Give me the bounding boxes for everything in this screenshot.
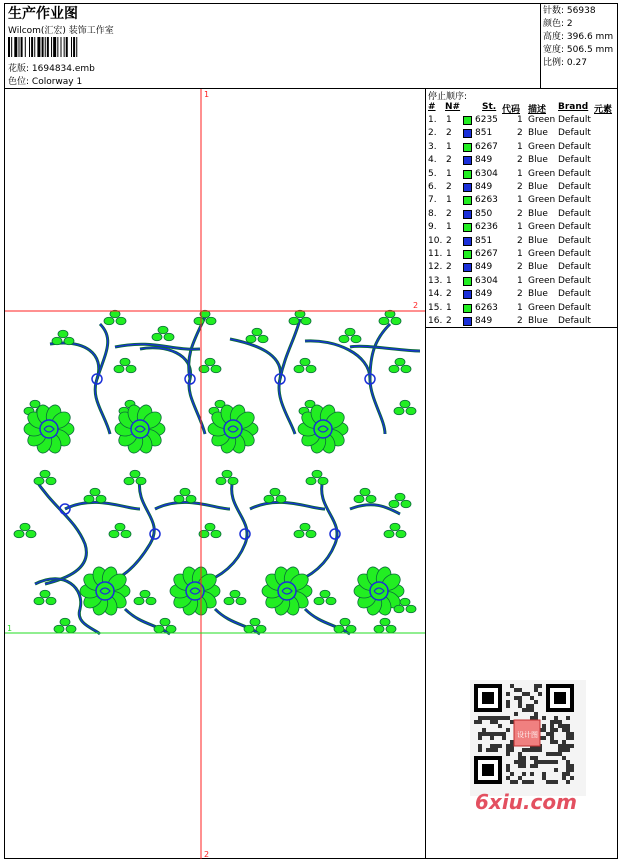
row-description: Green: [528, 302, 556, 313]
row-code: 2: [517, 182, 523, 192]
leaf: [14, 530, 24, 538]
design-file-name: 1694834.emb: [31, 64, 95, 74]
leaf: [396, 530, 406, 538]
leaf: [389, 500, 399, 508]
table-row: [428, 262, 618, 275]
flower-center: [40, 420, 58, 438]
leaf: [389, 365, 399, 373]
color-swatch: [463, 210, 472, 219]
row-brand: Default: [558, 128, 591, 139]
row-stitches: 849: [475, 262, 493, 273]
row-code: 2: [517, 208, 523, 219]
leaf: [84, 495, 94, 503]
table-row: [428, 182, 618, 195]
flower-center: [96, 582, 114, 600]
row-stitches: 6235: [475, 115, 498, 125]
stats-panel: [540, 3, 618, 89]
leaf: [314, 597, 324, 605]
leaf: [384, 530, 394, 538]
leaf: [160, 618, 170, 626]
colorway-line: [8, 74, 82, 87]
row-stitches: 6304: [475, 168, 498, 179]
stat-scale: 比例: 0.27: [543, 58, 587, 68]
color-swatch: [463, 237, 472, 246]
table-row: [428, 236, 618, 249]
col-num: #: [428, 102, 436, 112]
row-description: Blue: [528, 262, 548, 273]
row-description: Green: [528, 275, 556, 286]
colorway-label: 色位:: [8, 77, 30, 87]
color-swatch: [463, 250, 472, 259]
leaf: [228, 477, 238, 485]
flower-center: [370, 582, 388, 600]
row-number: 8.: [428, 208, 437, 219]
row-code: 2: [517, 262, 523, 273]
leaf: [116, 317, 126, 325]
stat-width: 宽度: 506.5 mm: [543, 45, 614, 55]
leaf: [46, 477, 56, 485]
row-needle: 1: [446, 195, 452, 206]
leaf: [121, 530, 131, 538]
row-description: Green: [528, 222, 556, 233]
leaf: [306, 530, 316, 538]
row-brand: Default: [558, 115, 591, 125]
row-stitches: 851: [475, 128, 493, 139]
row-description: Blue: [528, 155, 548, 166]
guide-marker-right: 2: [413, 301, 419, 310]
leaf: [264, 495, 274, 503]
leaf: [114, 365, 124, 373]
row-description: Blue: [528, 235, 548, 246]
leaf: [136, 477, 146, 485]
table-row: [428, 209, 618, 222]
leaf: [360, 488, 370, 496]
row-needle: 1: [446, 249, 452, 259]
barcode-icon: [8, 37, 144, 57]
leaf: [401, 365, 411, 373]
leaf: [40, 470, 50, 478]
leaf: [140, 590, 150, 598]
stat-height: 高度: 396.6 mm: [543, 32, 614, 42]
leaf: [164, 333, 174, 341]
col-needle: N#: [445, 102, 461, 112]
table-row: [428, 303, 618, 316]
guide-marker-left: 1: [7, 624, 13, 633]
leaf: [205, 358, 215, 366]
row-needle: 1: [446, 115, 452, 125]
row-stitches: 849: [475, 182, 493, 192]
guide-marker-top: 1: [204, 90, 210, 99]
leaf: [400, 400, 410, 408]
row-needle: 1: [446, 275, 452, 286]
color-swatch: [463, 263, 472, 272]
flower-center: [224, 420, 242, 438]
row-description: Blue: [528, 289, 548, 300]
row-stitches: 851: [475, 235, 493, 246]
row-number: 1.: [428, 115, 437, 125]
leaf: [294, 530, 304, 538]
guide-marker-bottom: 2: [204, 850, 210, 859]
vine-stem-inner: [370, 324, 390, 379]
leaf: [52, 337, 62, 345]
leaf: [211, 365, 221, 373]
leaf: [146, 597, 156, 605]
row-code: 1: [517, 141, 523, 152]
row-number: 4.: [428, 155, 437, 166]
leaf: [186, 495, 196, 503]
leaf: [158, 326, 168, 334]
leaf: [346, 625, 356, 633]
table-row: [428, 195, 618, 208]
table-row: [428, 155, 618, 168]
color-swatch: [463, 116, 472, 125]
leaf: [166, 625, 176, 633]
row-code: 1: [517, 275, 523, 286]
row-number: 14.: [428, 289, 443, 300]
leaf: [126, 365, 136, 373]
leaf: [390, 523, 400, 531]
leaf: [270, 488, 280, 496]
row-number: 3.: [428, 141, 437, 152]
leaf: [216, 477, 226, 485]
leaf: [258, 335, 268, 343]
design-file-label: 花版:: [8, 64, 30, 74]
leaf: [276, 495, 286, 503]
company-name: Wilcom(汇宏) 装饰工作室: [8, 26, 114, 36]
row-number: 12.: [428, 262, 443, 273]
row-number: 7.: [428, 195, 437, 206]
page-title: 生产作业图: [8, 6, 78, 22]
leaf: [340, 618, 350, 626]
row-number: 10.: [428, 235, 443, 246]
leaf: [104, 317, 114, 325]
leaf: [124, 477, 134, 485]
watermark-brand: 6xiu.com: [475, 790, 577, 814]
leaf: [400, 598, 410, 606]
row-stitches: 6267: [475, 249, 498, 259]
row-description: Green: [528, 195, 556, 206]
table-row: [428, 289, 618, 302]
leaf: [289, 317, 299, 325]
leaf: [374, 625, 384, 633]
col-brand: Brand: [558, 102, 589, 112]
row-stitches: 850: [475, 208, 493, 219]
colorway-name: Colorway 1: [31, 77, 83, 87]
color-swatch: [463, 290, 472, 299]
color-swatch: [463, 156, 472, 165]
row-stitches: 6263: [475, 195, 498, 206]
leaf: [354, 495, 364, 503]
row-number: 15.: [428, 302, 443, 313]
leaf: [306, 365, 316, 373]
leaf: [66, 625, 76, 633]
flower-center: [131, 420, 149, 438]
color-swatch: [463, 317, 472, 326]
row-description: Blue: [528, 316, 548, 326]
stat-stitches: 针数: 56938: [543, 6, 596, 16]
row-code: 1: [517, 115, 523, 125]
row-brand: Default: [558, 302, 591, 313]
stat-colors: 颜色: 2: [543, 19, 573, 29]
col-element: 元素: [594, 105, 613, 115]
leaf: [256, 625, 266, 633]
row-code: 2: [517, 128, 523, 139]
leaf: [394, 407, 404, 415]
color-swatch: [463, 143, 472, 152]
leaf: [96, 495, 106, 503]
embroidery-design-preview: [5, 89, 425, 859]
vine-stem-inner: [35, 479, 86, 584]
leaf: [64, 337, 74, 345]
leaf: [246, 335, 256, 343]
row-brand: Default: [558, 249, 591, 259]
row-needle: 1: [446, 141, 452, 152]
leaf: [224, 597, 234, 605]
row-description: Blue: [528, 182, 548, 192]
leaf: [401, 500, 411, 508]
row-code: 1: [517, 302, 523, 313]
row-description: Blue: [528, 128, 548, 139]
row-number: 9.: [428, 222, 437, 233]
table-row: [428, 249, 618, 262]
leaf: [391, 317, 401, 325]
flower-center: [314, 420, 332, 438]
col-code: 代码: [502, 105, 521, 115]
table-row: [428, 222, 618, 235]
row-needle: 2: [446, 208, 452, 219]
color-swatch: [463, 196, 472, 205]
leaf: [26, 530, 36, 538]
leaf: [312, 470, 322, 478]
leaf: [318, 477, 328, 485]
leaf: [301, 317, 311, 325]
leaf: [236, 597, 246, 605]
row-stitches: 6263: [475, 302, 498, 313]
row-needle: 2: [446, 155, 452, 166]
leaf: [230, 590, 240, 598]
row-description: Green: [528, 168, 556, 179]
row-brand: Default: [558, 141, 591, 152]
row-needle: 2: [446, 316, 452, 326]
leaf: [34, 597, 44, 605]
leaf: [250, 618, 260, 626]
row-code: 1: [517, 195, 523, 206]
leaf: [334, 625, 344, 633]
row-stitches: 849: [475, 155, 493, 166]
row-number: 5.: [428, 168, 437, 179]
watermark-stamp: 设计图: [517, 731, 538, 739]
row-brand: Default: [558, 235, 591, 246]
row-brand: Default: [558, 275, 591, 286]
row-description: Blue: [528, 208, 548, 219]
row-brand: Default: [558, 182, 591, 192]
color-swatch: [463, 223, 472, 232]
leaf: [339, 335, 349, 343]
leaf: [154, 625, 164, 633]
leaf: [252, 328, 262, 336]
leaf: [406, 605, 416, 613]
row-needle: 2: [446, 182, 452, 192]
row-number: 2.: [428, 128, 437, 139]
row-needle: 2: [446, 235, 452, 246]
leaf: [60, 618, 70, 626]
leaf: [326, 597, 336, 605]
stop-sequence-bottom-rule: [425, 327, 618, 328]
row-brand: Default: [558, 168, 591, 179]
leaf: [130, 470, 140, 478]
row-code: 2: [517, 155, 523, 166]
color-swatch: [463, 183, 472, 192]
table-row: [428, 169, 618, 182]
leaf: [109, 530, 119, 538]
leaf: [54, 625, 64, 633]
row-number: 11.: [428, 249, 443, 259]
leaf: [294, 365, 304, 373]
color-swatch: [463, 129, 472, 138]
leaf: [366, 495, 376, 503]
leaf: [222, 470, 232, 478]
leaf: [120, 358, 130, 366]
color-swatch: [463, 304, 472, 313]
row-brand: Default: [558, 289, 591, 300]
leaf: [34, 477, 44, 485]
stop-sequence-header: [428, 102, 618, 113]
leaf: [40, 590, 50, 598]
row-needle: 1: [446, 222, 452, 233]
row-number: 6.: [428, 182, 437, 192]
leaf: [152, 333, 162, 341]
leaf: [134, 597, 144, 605]
stop-sequence-title: 停止顺序:: [428, 92, 468, 102]
color-swatch: [463, 170, 472, 179]
leaf: [395, 493, 405, 501]
row-code: 2: [517, 289, 523, 300]
row-number: 16.: [428, 316, 443, 326]
table-row: [428, 142, 618, 155]
leaf: [244, 625, 254, 633]
row-code: 1: [517, 168, 523, 179]
row-stitches: 6267: [475, 141, 498, 152]
row-code: 1: [517, 249, 523, 259]
leaf: [345, 328, 355, 336]
table-row: [428, 276, 618, 289]
table-row: [428, 128, 618, 141]
row-brand: Default: [558, 262, 591, 273]
row-code: 2: [517, 235, 523, 246]
row-brand: Default: [558, 155, 591, 166]
qr-code-icon: [470, 680, 586, 796]
leaf: [205, 523, 215, 531]
col-stitches: St.: [482, 102, 497, 112]
leaf: [406, 407, 416, 415]
leaf: [386, 625, 396, 633]
row-brand: Default: [558, 208, 591, 219]
row-description: Green: [528, 249, 556, 259]
row-description: Green: [528, 115, 556, 125]
leaf: [306, 477, 316, 485]
leaf: [300, 358, 310, 366]
color-swatch: [463, 277, 472, 286]
leaf: [194, 317, 204, 325]
row-stitches: 849: [475, 316, 493, 326]
row-needle: 2: [446, 289, 452, 300]
row-needle: 2: [446, 128, 452, 139]
table-row: [428, 115, 618, 128]
col-desc: 描述: [528, 105, 547, 115]
leaf: [380, 618, 390, 626]
row-number: 13.: [428, 275, 443, 286]
leaf: [180, 488, 190, 496]
leaf: [46, 597, 56, 605]
design-file-line: [8, 61, 95, 74]
leaf: [206, 317, 216, 325]
row-code: 2: [517, 316, 523, 326]
row-stitches: 849: [475, 289, 493, 300]
leaf: [379, 317, 389, 325]
row-needle: 1: [446, 302, 452, 313]
row-needle: 2: [446, 262, 452, 273]
leaf: [394, 605, 404, 613]
flower-center: [278, 582, 296, 600]
row-code: 1: [517, 222, 523, 233]
row-stitches: 6236: [475, 222, 498, 233]
leaf: [300, 523, 310, 531]
leaf: [320, 590, 330, 598]
leaf: [58, 330, 68, 338]
leaf: [395, 358, 405, 366]
leaf: [351, 335, 361, 343]
row-brand: Default: [558, 195, 591, 206]
row-needle: 1: [446, 168, 452, 179]
row-brand: Default: [558, 222, 591, 233]
row-description: Green: [528, 141, 556, 152]
leaf: [211, 530, 221, 538]
leaf: [90, 488, 100, 496]
leaf: [115, 523, 125, 531]
row-brand: Default: [558, 316, 591, 326]
leaf: [174, 495, 184, 503]
row-stitches: 6304: [475, 275, 498, 286]
leaf: [30, 400, 40, 408]
leaf: [20, 523, 30, 531]
